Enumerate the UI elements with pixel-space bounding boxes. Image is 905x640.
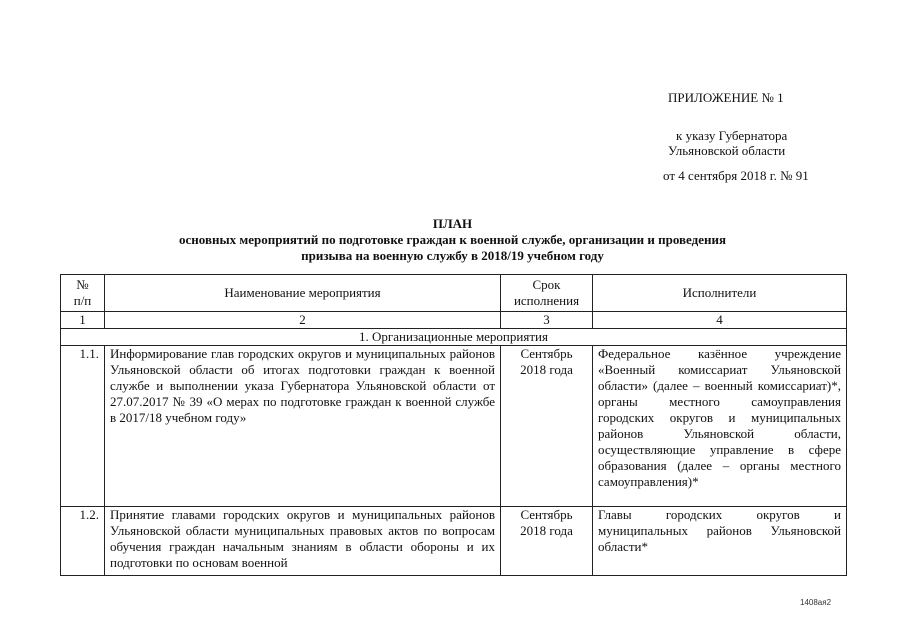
row-executors: Федеральное казённое учреждение «Военный комиссариат Ульяновской области» (далее – военный комиссариат)*, органы местного самоуправления городских округов и муниципальных районов Ульяновской области, осуществляющие управление в сфере образования (далее – органы местного самоуправления)* — [593, 346, 847, 507]
row-num: 1.2. — [61, 507, 105, 576]
header-num: № п/п — [61, 275, 105, 312]
section-row — [61, 329, 847, 346]
footer-code: 1408ая2 — [800, 598, 832, 607]
section-title: 1. Организационные мероприятия — [61, 329, 847, 346]
row-name: Информирование глав городских округов и муниципальных районов Ульяновской области об итогах подготовки граждан к военной службе и выполнении указа Губернатора Ульяновской области от 27.07.2017 № 39 «О мерах по подготовке граждан к военной службе в 2017/18 учебном году» — [105, 346, 501, 507]
row-num: 1.1. — [61, 346, 105, 507]
decree-date: от 4 сентября 2018 г. № 91 — [663, 168, 809, 183]
col-number: 1 — [61, 312, 105, 329]
row-name: Принятие главами городских округов и муниципальных районов Ульяновской области муниципальных правовых актов по вопросам обучения граждан начальным знаниям в области обороны и их подготовки по основам военной — [105, 507, 501, 576]
row-executors: Главы городских округов и муниципальных районов Ульяновской области* — [593, 507, 847, 576]
plan-subtitle-line-1: основных мероприятий по подготовке граждан к военной службе, организации и проведения — [179, 232, 726, 247]
header-name: Наименование мероприятия — [105, 275, 501, 312]
header-term: Срок исполнения — [501, 275, 593, 312]
header-executors: Исполнители — [593, 275, 847, 312]
column-numbers-row — [61, 312, 847, 329]
row-term: Сентябрь 2018 года — [501, 346, 593, 507]
decree-line-1: к указу Губернатора — [676, 128, 788, 143]
decree-line-2: Ульяновской области — [668, 143, 786, 158]
col-number: 3 — [501, 312, 593, 329]
table-row — [61, 346, 847, 507]
col-number: 2 — [105, 312, 501, 329]
plan-title: ПЛАН — [432, 216, 473, 231]
col-number: 4 — [593, 312, 847, 329]
appendix-title: ПРИЛОЖЕНИЕ № 1 — [668, 90, 784, 105]
plan-table — [60, 274, 847, 576]
table-header-row — [61, 275, 847, 312]
row-term: Сентябрь 2018 года — [501, 507, 593, 576]
plan-subtitle-line-2: призыва на военную службу в 2018/19 учебном году — [301, 248, 604, 263]
table-row — [61, 507, 847, 576]
